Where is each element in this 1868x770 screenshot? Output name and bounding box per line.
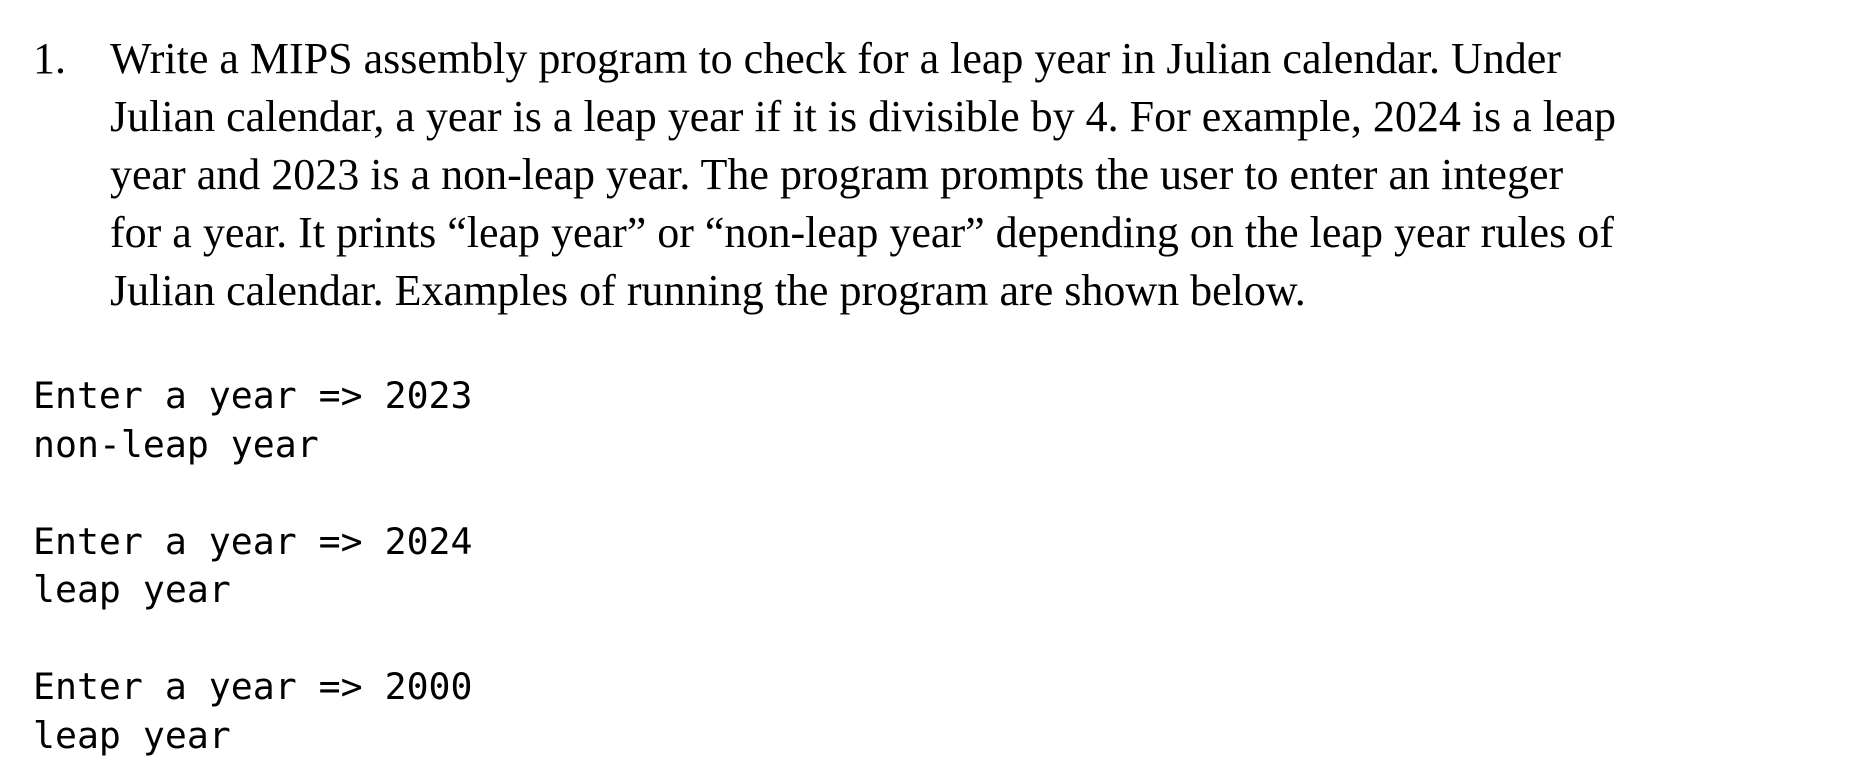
example-result-line: non-leap year — [33, 422, 319, 466]
example-result-line: leap year — [33, 713, 231, 757]
example-prompt-line: Enter a year => 2000 — [33, 665, 473, 708]
example-run — [33, 663, 473, 760]
question-text: Write a MIPS assembly program to check for a leap year in Julian calendar. Under Julian calendar, a year is a leap year if it is divisible by 4. For example, 2024 is a leap year and 2023 is a non-leap year. The program prompts the user to enter an integer for a year. It prints “leap year” or “non-leap year” depending on the leap year rules of Julian calendar. Examples of running the program are shown below. — [110, 34, 1616, 315]
example-run — [33, 372, 473, 469]
example-run — [33, 518, 473, 615]
question-item — [33, 30, 1843, 320]
question-number: 1. — [33, 34, 66, 83]
example-runs — [33, 372, 473, 760]
example-prompt-line: Enter a year => 2024 — [33, 519, 473, 563]
example-prompt-line: Enter a year => 2023 — [33, 374, 473, 417]
example-result-line: leap year — [33, 568, 231, 611]
